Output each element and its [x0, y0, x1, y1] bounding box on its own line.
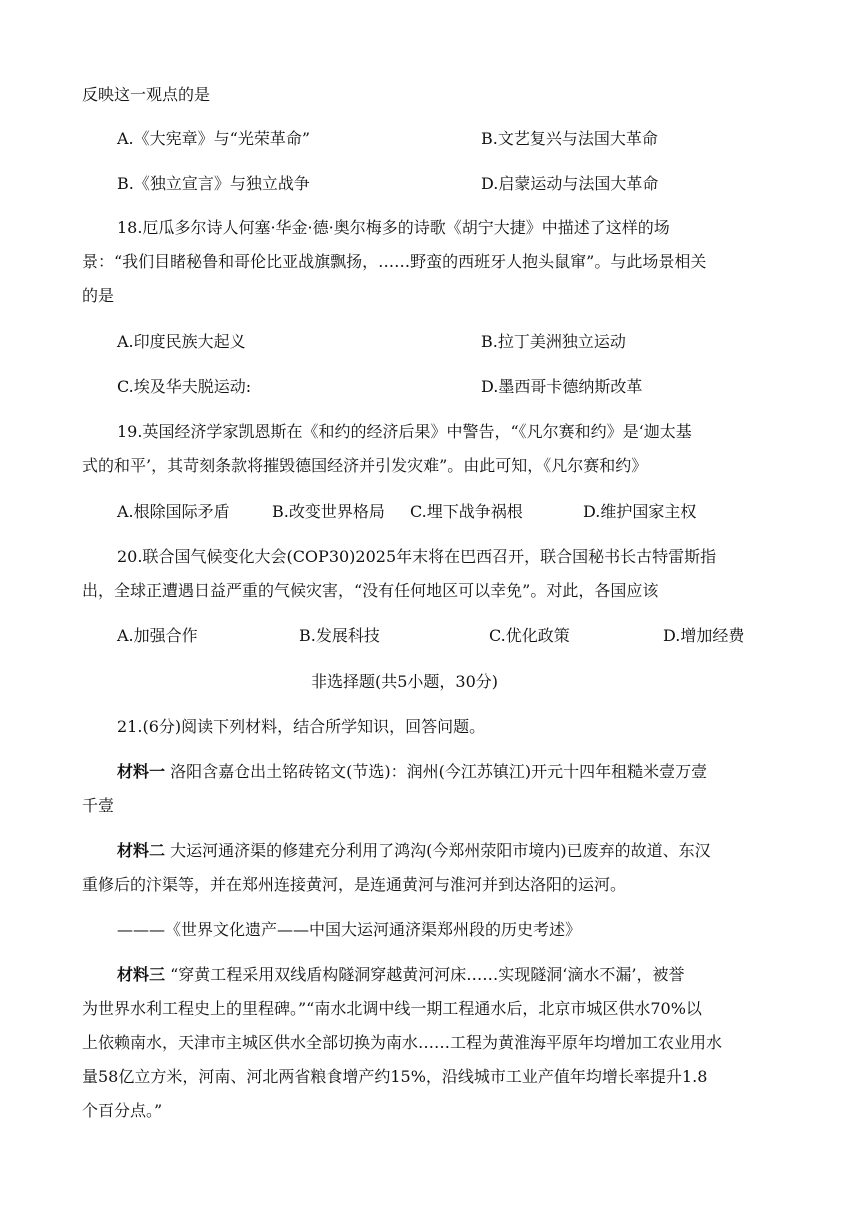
q19-option-c: C.埋下战争祸根	[410, 502, 523, 521]
q21-stem: 21.(6分)阅读下列材料，结合所学知识，回答问题。	[117, 717, 486, 736]
material1-label: 材料一	[117, 762, 166, 781]
q19-option-b: B.改变世界格局	[272, 502, 385, 521]
q18-stem-line3: 的是	[82, 286, 115, 305]
q18-option-d: D.墨西哥卡德纳斯改革	[481, 377, 643, 396]
q17-stem-tail: 反映这一观点的是	[82, 85, 211, 104]
q21-material1-line2: 千壹	[82, 796, 115, 815]
material3-label: 材料三	[117, 965, 166, 984]
q20-option-c: C.优化政策	[489, 626, 570, 645]
q18-stem-line1: 18.厄瓜多尔诗人何塞·华金·德·奥尔梅多的诗歌《胡宁大捷》中描述了这样的场	[117, 218, 670, 237]
q18-stem-line2: 景：“我们目睹秘鲁和哥伦比亚战旗飘扬，……野蛮的西班牙人抱头鼠窜”。与此场景相关	[82, 252, 707, 271]
q21-material3-line2: 为世界水利工程史上的里程碑。”“南水北调中线一期工程通水后，北京市城区供水70%以	[82, 999, 702, 1018]
q17-option-b: B.文艺复兴与法国大革命	[481, 129, 658, 148]
q19-option-d: D.维护国家主权	[583, 502, 697, 521]
material2-text: 大运河通济渠的修建充分利用了鸿沟(今郑州荥阳市境内)已废弃的故道、东汉	[170, 841, 711, 860]
section-title: 非选择题(共5小题，30分)	[311, 672, 499, 691]
material3-text: “穿黄工程采用双线盾构隧洞穿越黄河河床……实现隧洞‘滴水不漏’，被誉	[170, 965, 685, 984]
q21-material3-line3: 上依赖南水，天津市主城区供水全部切换为南水……工程为黄淮海平原年均增加工农业用水	[82, 1033, 723, 1052]
q18-option-a: A.印度民族大起义	[117, 332, 246, 351]
q20-stem-line2: 出，全球正遭遇日益严重的气候灾害，“没有任何地区可以幸免”。对此，各国应该	[82, 581, 659, 600]
q21-material2-line2: 重修后的汴渠等，并在郑州连接黄河，是连通黄河与淮河并到达洛阳的运河。	[82, 875, 627, 894]
q17-option-a: A.《大宪章》与“光荣革命”	[117, 129, 311, 148]
q18-option-b: B.拉丁美洲独立运动	[481, 332, 626, 351]
q19-option-a: A.根除国际矛盾	[117, 502, 230, 521]
q21-material3-line5: 个百分点。”	[82, 1101, 163, 1120]
material2-label: 材料二	[117, 841, 166, 860]
q20-option-b: B.发展科技	[299, 626, 380, 645]
material1-text: 洛阳含嘉仓出土铭砖铭文(节选)：润州(今江苏镇江)开元十四年租糙米壹万壹	[170, 762, 708, 781]
q21-material2-line1	[117, 840, 711, 862]
q21-material3-line1	[117, 964, 684, 986]
q17-option-d: D.启蒙运动与法国大革命	[481, 174, 659, 193]
q20-stem-line1: 20.联合国气候变化大会(COP30)2025年末将在巴西召开，联合国秘书长古特雷斯指	[117, 547, 717, 566]
q20-option-a: A.加强合作	[117, 626, 198, 645]
q19-stem-line2: 式的和平’，其苛刻条款将摧毁德国经济并引发灾难”。由此可知，《凡尔赛和约》	[82, 456, 648, 475]
q19-stem-line1: 19.英国经济学家凯恩斯在《和约的经济后果》中警告，“《凡尔赛和约》是‘迦太基	[117, 422, 692, 441]
q21-material2-source: ———《世界文化遗产——中国大运河通济渠郑州段的历史考述》	[117, 920, 582, 939]
q20-option-d: D.增加经费	[663, 626, 745, 645]
q17-option-c: B.《独立宣言》与独立战争	[117, 174, 310, 193]
q21-material3-line4: 量58亿立方米，河南、河北两省粮食增产约15%，沿线城市工业产值年均增长率提升1.8	[82, 1067, 708, 1086]
q21-material1-line1	[117, 761, 707, 783]
q18-option-c: C.埃及华夫脱运动:	[117, 377, 252, 396]
